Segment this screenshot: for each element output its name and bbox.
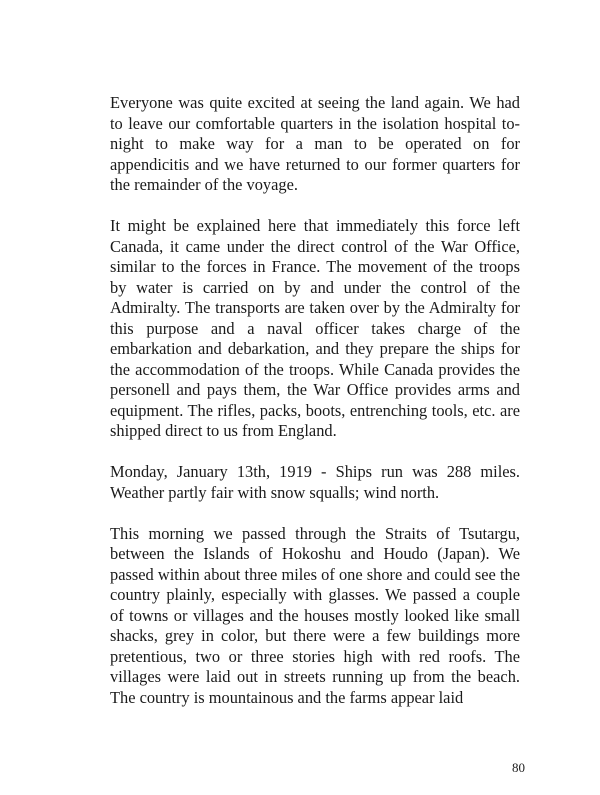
paragraph-diary-entry-jan-13: Monday, January 13th, 1919 - Ships run was 288 miles. Weather partly fair with snow squalls; wind north. (110, 462, 520, 502)
page-body (110, 93, 520, 729)
paragraph-war-office-control: It might be explained here that immediately this force left Canada, it came under the direct control of the War Office, similar to the forces in France. The movement of the troops by water is carried on by and under the control of the Admiralty. The transports are taken over by the Admiralty for this purpose and a naval officer takes charge of the embarkation and debarkation, and they prepare the ships for the accommodation of the troops. While Canada provides the personell and pays them, the War Office provides arms and equipment. The rifles, packs, boots, entrenching tools, etc. are shipped direct to us from England. (110, 216, 520, 440)
paragraph-straits-passage: This morning we passed through the Straits of Tsutargu, between the Islands of Hokoshu and Houdo (Japan). We passed within about three miles of one shore and could see the country plainly, especially with glasses. We passed a couple of towns or villages and the houses mostly looked like small shacks, grey in color, but there were a few buildings more pretentious, two or three stories high with red roofs. The villages were laid out in streets running up from the beach. The country is mountainous and the farms appear laid (110, 523, 520, 707)
paragraph-land-sighting: Everyone was quite excited at seeing the land again. We had to leave our comfortable quarters in the isolation hospital to-night to make way for a man to be operated on for appendicitis and we have returned to our former quarters for the remainder of the voyage. (110, 93, 520, 194)
page-number: 80 (512, 760, 525, 775)
